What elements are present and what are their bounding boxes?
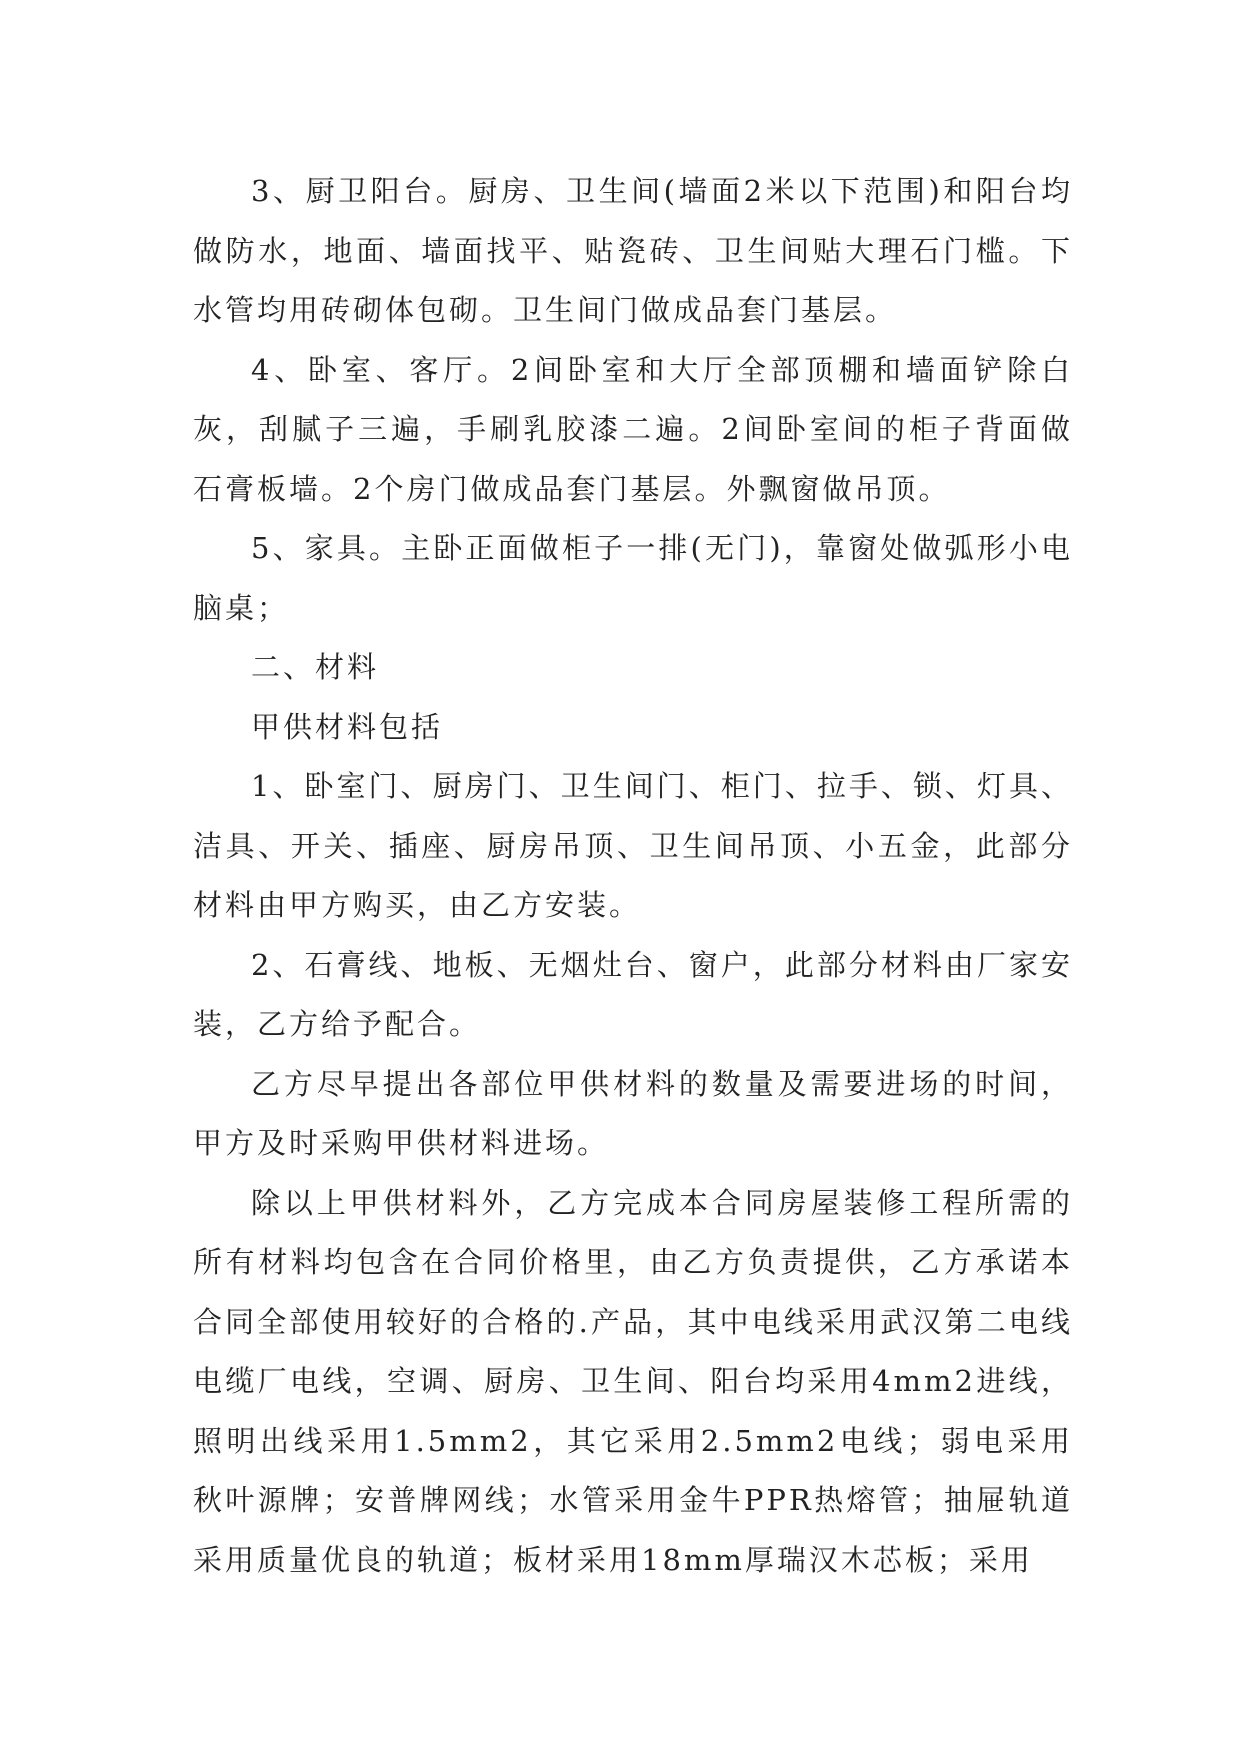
paragraph-party-b-materials: 除以上甲供材料外，乙方完成本合同房屋装修工程所需的所有材料均包含在合同价格里，由乙方负责提供，乙方承诺本合同全部使用较好的合格的.产品，其中电线采用武汉第二电线电缆厂电线，空调、厨房、卫生间、阳台均采用4mm2进线，照明出线采用1.5mm2，其它采用2.5mm2电线；弱电采用秋叶源牌；安普牌网线；水管采用金牛PPR热熔管；抽屉轨道采用质量优良的轨道；板材采用18mm厚瑞汉木芯板；采用 xyxy=(193,1185,1073,1577)
paragraph-party-a-materials-item-2: 2、石膏线、地板、无烟灶台、窗户，此部分材料由厂家安装，乙方给予配合。 xyxy=(193,947,1073,1041)
paragraph-furniture: 5、家具。主卧正面做柜子一排(无门)，靠窗处做弧形小电脑桌； xyxy=(193,531,1073,625)
paragraph-party-a-materials-item-1: 1、卧室门、厨房门、卫生间门、柜门、拉手、锁、灯具、洁具、开关、插座、厨房吊顶、卫生间吊顶、小五金，此部分材料由甲方购买，由乙方安装。 xyxy=(193,769,1073,922)
paragraph-bedroom-living-room: 4、卧室、客厅。2间卧室和大厅全部顶棚和墙面铲除白灰，刮腻子三遍，手刷乳胶漆二遍。2间卧室间的柜子背面做石膏板墙。2个房门做成品套门基层。外飘窗做吊顶。 xyxy=(193,352,1073,506)
paragraph-kitchen-bath-balcony: 3、厨卫阳台。厨房、卫生间(墙面2米以下范围)和阳台均做防水，地面、墙面找平、贴瓷砖、卫生间贴大理石门槛。下水管均用砖砌体包砌。卫生间门做成品套门基层。 xyxy=(193,174,1073,327)
paragraph-material-schedule: 乙方尽早提出各部位甲供材料的数量及需要进场的时间，甲方及时采购甲供材料进场。 xyxy=(193,1066,1073,1160)
paragraph-party-a-materials-intro: 甲供材料包括 xyxy=(251,709,444,744)
section-heading-materials: 二、材料 xyxy=(251,650,380,684)
document-body xyxy=(193,162,1073,1590)
